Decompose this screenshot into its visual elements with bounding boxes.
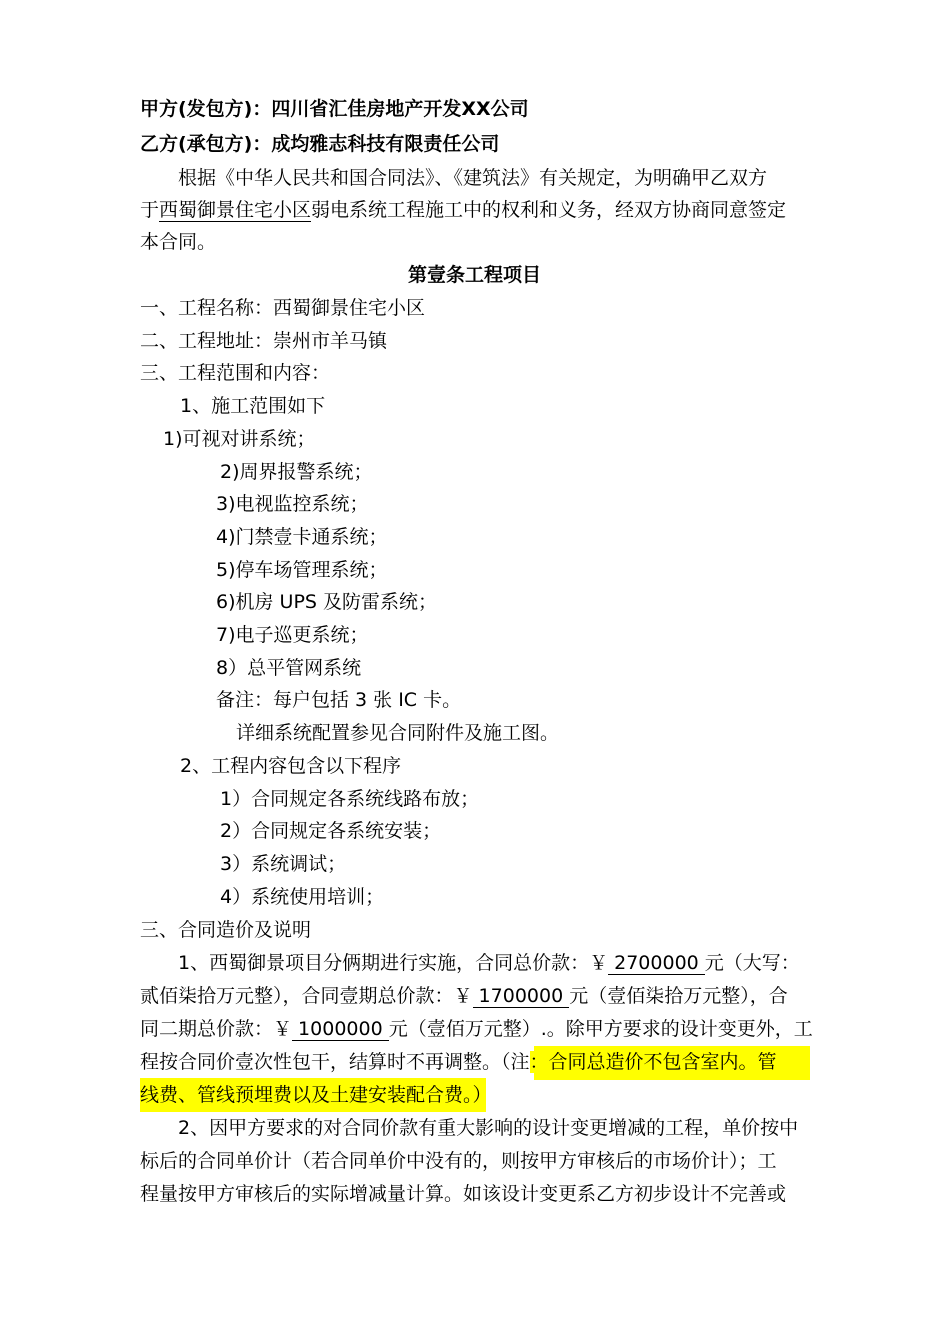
article-title: 第壹条工程项目 (408, 264, 542, 286)
price-line-2 (140, 983, 788, 1009)
intro-line-1: 根据《中华人民共和国合同法》、《建筑法》有关规定，为明确甲乙双方 (178, 167, 768, 189)
price-heading: 三、合同造价及说明 (140, 919, 312, 941)
project-name-underlined: 西蜀御景住宅小区 (159, 199, 312, 221)
change-line-2: 标后的合同单价计（若合同单价中没有的，则按甲方审核后的市场价计）；工 (140, 1150, 777, 1172)
procedure-item: 2）合同规定各系统安装； (220, 820, 442, 842)
note-detail: 详细系统配置参见合同附件及施工图。 (236, 722, 560, 744)
procedure-item: 1）合同规定各系统线路布放； (220, 788, 480, 810)
price-text: 元（壹佰万元整）.。除甲方要求的设计变更外，工 (388, 1018, 813, 1040)
price-text: 元（壹佰柒拾万元整），合 (569, 985, 788, 1007)
scope-subheading-2: 2、工程内容包含以下程序 (180, 755, 402, 777)
highlighted-note: 线费、管线预埋费以及土建安装配合费。 (140, 1084, 473, 1106)
phase1-price: 1700000 (472, 985, 570, 1007)
intro-line-3: 本合同。 (140, 231, 217, 253)
system-item: 8）总平管网系统 (216, 657, 362, 679)
party-b: 乙方(承包方)：成均雅志科技有限责任公司 (140, 133, 500, 155)
system-item: 2)周界报警系统； (220, 461, 373, 483)
project-address: 二、工程地址：崇州市羊马镇 (140, 330, 388, 352)
project-name: 一、工程名称：西蜀御景住宅小区 (140, 297, 426, 319)
price-text: 1、西蜀御景项目分俩期进行实施，合同总价款：￥ (178, 952, 609, 974)
note: 备注：每户包括 3 张 IC 卡。 (216, 689, 462, 711)
price-text: ） (472, 1084, 492, 1106)
system-item: 7)电子巡更系统； (216, 624, 369, 646)
system-item: 5)停车场管理系统； (216, 559, 388, 581)
price-text: 程按合同价壹次性包干，结算时不再调整。（注 (140, 1051, 530, 1073)
price-text: 同二期总价款：￥ (140, 1018, 293, 1040)
intro-line-2 (140, 197, 786, 223)
party-a: 甲方(发包方)：四川省汇佳房地产开发XX公司 (140, 98, 529, 120)
price-line-5 (140, 1082, 492, 1108)
price-line-1 (178, 950, 800, 976)
procedure-item: 4）系统使用培训； (220, 886, 385, 908)
phase2-price: 1000000 (292, 1018, 389, 1040)
procedure-item: 3）系统调试； (220, 853, 347, 875)
intro-suffix: 弱电系统工程施工中的权利和义务，经双方协商同意签定 (311, 199, 787, 221)
price-text: 贰佰柒拾万元整），合同壹期总价款：￥ (140, 985, 473, 1007)
highlighted-note: ：合同总造价不包含室内。管 (529, 1051, 777, 1073)
system-item: 1)可视对讲系统； (163, 428, 316, 450)
price-line-3 (140, 1016, 813, 1042)
price-line-4 (140, 1049, 777, 1075)
system-item: 3)电视监控系统； (216, 493, 369, 515)
system-item: 4)门禁壹卡通系统； (216, 526, 388, 548)
scope-subheading-1: 1、施工范围如下 (180, 395, 326, 417)
change-line-1: 2、因甲方要求的对合同价款有重大影响的设计变更增减的工程，单价按中 (178, 1117, 799, 1139)
change-line-3: 程量按甲方审核后的实际增减量计算。如该设计变更系乙方初步设计不完善或 (140, 1183, 787, 1205)
scope-heading: 三、工程范围和内容： (140, 362, 331, 384)
price-text: 元（大写： (704, 952, 800, 974)
total-price: 2700000 (608, 952, 705, 974)
system-item: 6)机房 UPS 及防雷系统； (216, 591, 438, 613)
intro-prefix: 于 (140, 199, 160, 221)
